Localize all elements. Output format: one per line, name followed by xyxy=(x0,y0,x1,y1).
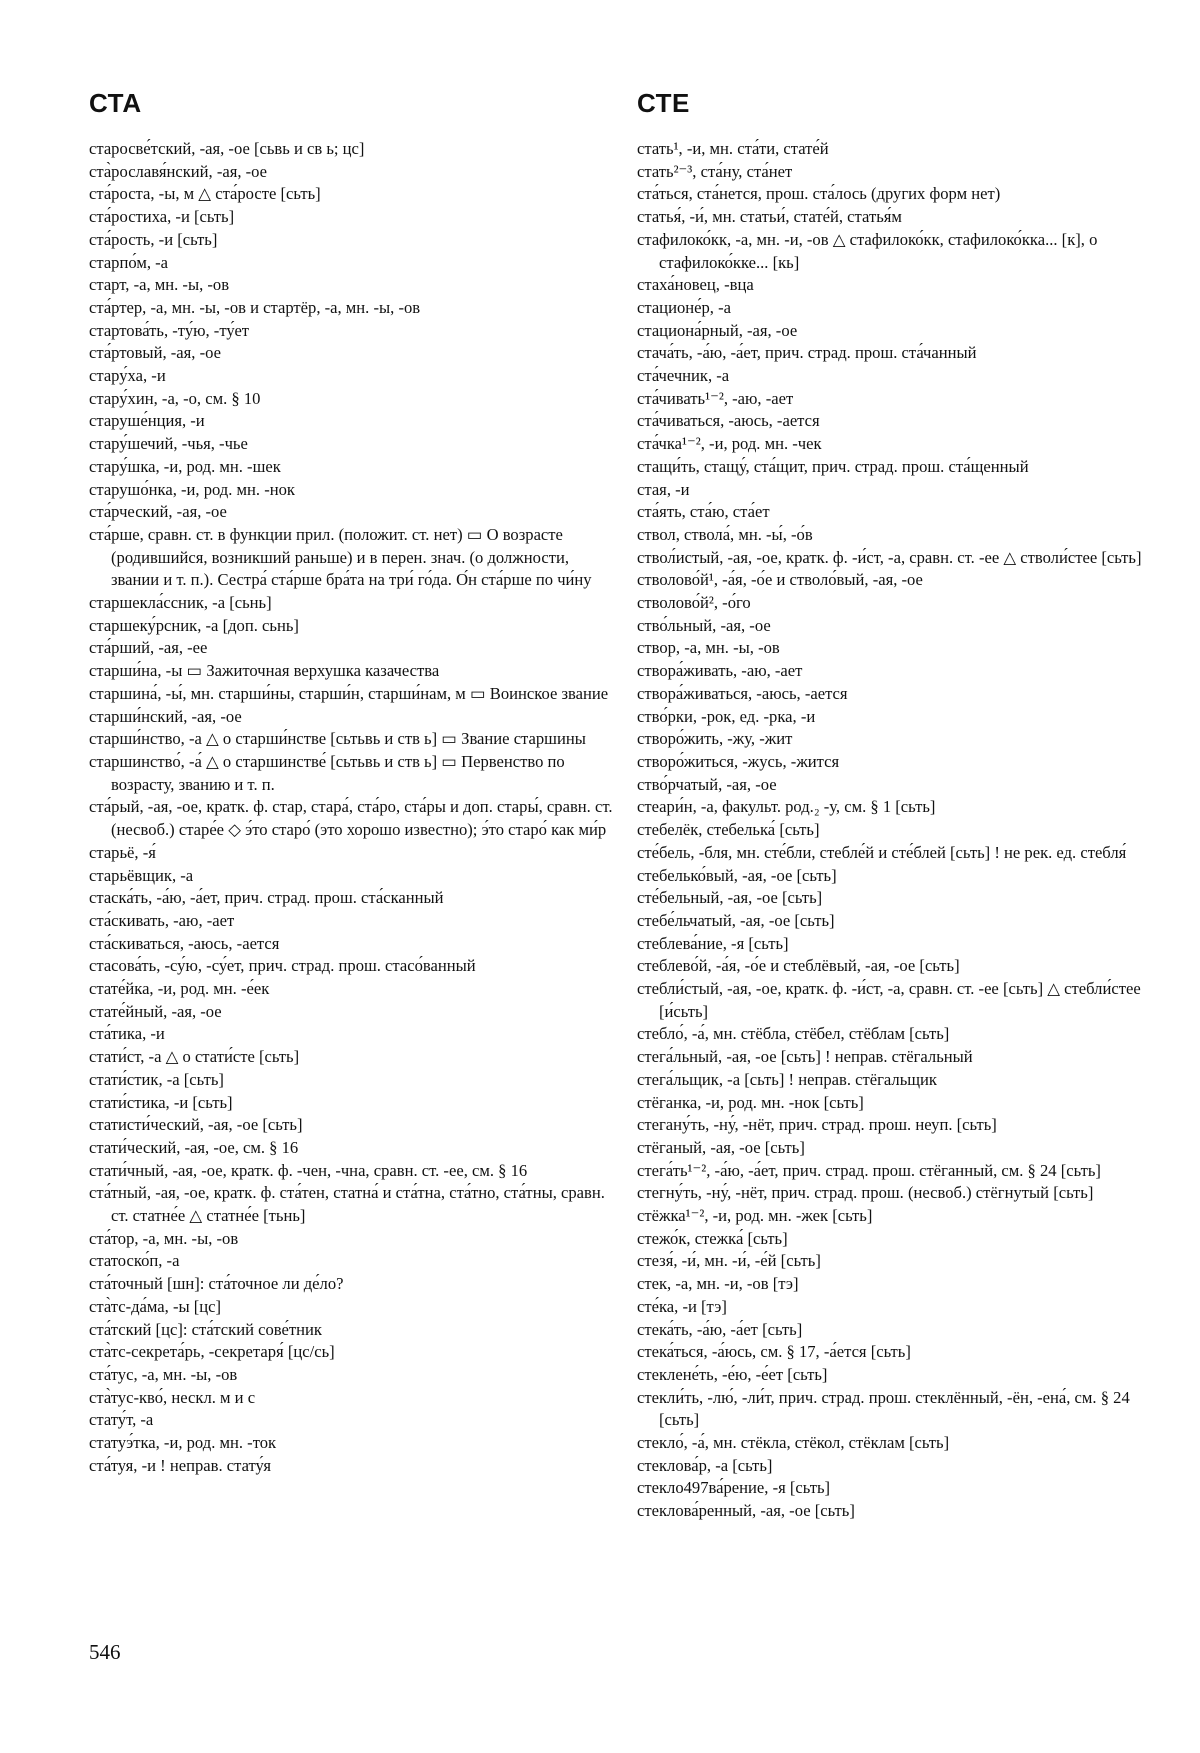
dictionary-entry xyxy=(637,683,1155,706)
entry-text: ста́чечник, -а xyxy=(637,366,730,386)
entry-text: статисти́ческий, -ая, -ое [сьть] xyxy=(89,1115,303,1135)
dictionary-entry xyxy=(637,547,1155,570)
entry-text: стафилоко́кк, -а, мн. -и, -ов △ стафилоко́кк, стафилоко́кка... [к], о стафилоко́кке... [кь] xyxy=(637,229,1102,272)
dictionary-entry xyxy=(89,183,614,206)
dictionary-entry xyxy=(637,1296,1155,1319)
dictionary-entry xyxy=(637,1387,1155,1432)
dictionary-entry xyxy=(89,978,614,1001)
entry-text: ста̀рославя́нский, -ая, -ое xyxy=(89,161,268,181)
entry-text: стате́йный, -ая, -ое xyxy=(89,1001,222,1021)
entry-text: статоско́п, -а xyxy=(89,1251,180,1271)
dictionary-entry xyxy=(637,955,1155,978)
dictionary-entry xyxy=(89,1364,614,1387)
entry-text: стати́стик, -а [сьть] xyxy=(89,1069,224,1089)
entry-text: стартова́ть, -ту́ю, -ту́ет xyxy=(89,320,250,340)
dictionary-entry xyxy=(89,1046,614,1069)
dictionary-entry xyxy=(89,955,614,978)
dictionary-entry xyxy=(89,1432,614,1455)
dictionary-entry xyxy=(637,706,1155,729)
entry-text: старуше́нция, -и xyxy=(89,411,205,431)
entry-text: старьёвщик, -а xyxy=(89,865,194,885)
dictionary-entry xyxy=(89,683,614,706)
dictionary-entry xyxy=(637,1069,1155,1092)
dictionary-entry xyxy=(637,365,1155,388)
entry-text: старши́нство, -а △ о старши́нстве [сьтьвь и ств ь] ▭ Звание старшины xyxy=(89,729,586,749)
entry-text: ста́чиваться, -аюсь, -ается xyxy=(637,411,820,431)
dictionary-entry xyxy=(89,1250,614,1273)
entry-text: ста́рший, -ая, -ее xyxy=(89,638,208,658)
dictionary-entry xyxy=(89,1160,614,1183)
entry-text: стебелёк, стебелька́ [сьть] xyxy=(637,820,820,840)
dictionary-entry xyxy=(89,138,614,161)
entry-text: ста̀тс-секрета́рь, -секретаря́ [цс/сь] xyxy=(89,1342,335,1362)
entry-text: стати́ст, -а △ о стати́сте [сьть] xyxy=(89,1047,300,1067)
dictionary-entry xyxy=(637,751,1155,774)
dictionary-entry xyxy=(637,865,1155,888)
entry-text: стару́ха, -и xyxy=(89,366,166,386)
entry-text: стёжка¹⁻², -и, род. мн. -жек [сьть] xyxy=(637,1206,873,1226)
dictionary-entry xyxy=(89,433,614,456)
dictionary-entry xyxy=(89,751,614,796)
dictionary-entry xyxy=(89,206,614,229)
dictionary-entry xyxy=(637,637,1155,660)
dictionary-entry xyxy=(637,1477,1155,1500)
entry-text: ста́тный, -ая, -ое, кратк. ф. ста́тен, статна́ и ста́тна, ста́тно, ста́тны, сравн. ст. статне́е △ статне́е [тьнь] xyxy=(89,1183,610,1226)
entry-text: стега́льщик, -а [сьть] ! неправ. стёгальщик xyxy=(637,1069,937,1089)
dictionary-entry xyxy=(637,1364,1155,1387)
entry-text: стеблево́й, -а́я, -о́е и стеблёвый, -ая, -ое [сьть] xyxy=(637,956,960,976)
dictionary-entry xyxy=(637,1500,1155,1523)
entry-text: ста́рый, -ая, -ое, кратк. ф. стар, стара́, ста́ро, ста́ры и доп. стары́, сравн. ст. (несвоб.) старе́е ◇ э́то старо́ (это хорошо известно); э́то старо́ как ми́р xyxy=(89,797,617,840)
dictionary-entry xyxy=(637,796,1155,819)
dictionary-entry xyxy=(637,1228,1155,1251)
dictionary-entry xyxy=(89,1069,614,1092)
entry-text: стеклене́ть, -е́ю, -е́ет [сьть] xyxy=(637,1364,828,1384)
entry-text: стека́ть, -а́ю, -а́ет [сьть] xyxy=(637,1319,803,1339)
dictionary-entry xyxy=(89,161,614,184)
entry-text: стару́шечий, -чья, -чье xyxy=(89,434,248,454)
dictionary-entry xyxy=(637,161,1155,184)
entry-text: створа́живаться, -аюсь, -ается xyxy=(637,683,848,703)
entry-text: стать¹, -и, мн. ста́ти, стате́й xyxy=(637,139,829,158)
entry-text: сте́ка, -и [тэ] xyxy=(637,1296,727,1316)
entry-text: стега́ть¹⁻², -а́ю, -а́ет, прич. страд. прош. стёганный, см. § 24 [сьть] xyxy=(637,1160,1101,1180)
entry-text: ствол́истый, -ая, -ое, кратк. ф. -и́ст, -а, сравн. ст. -ее △ стволи́стее [сьть] xyxy=(637,547,1142,567)
dictionary-entry xyxy=(89,1341,614,1364)
dictionary-entry xyxy=(637,592,1155,615)
left-column xyxy=(89,88,617,1477)
entry-text: статья́, -и́, мн. статьи́, стате́й, статья́м xyxy=(637,207,902,227)
entry-text: стационе́р, -а xyxy=(637,297,731,317)
entry-text: ста́туя, -и ! неправ. стату́я xyxy=(89,1455,272,1475)
dictionary-entry xyxy=(89,320,614,343)
entry-text: стаха́новец, -вца xyxy=(637,275,754,295)
dictionary-entry xyxy=(89,1455,614,1478)
entry-text: стеклова́р, -а [сьть] xyxy=(637,1455,773,1475)
dictionary-entry xyxy=(89,297,614,320)
dictionary-entry xyxy=(637,1432,1155,1455)
entry-text: стезя́, -и́, мн. -и́, -е́й [сьть] xyxy=(637,1251,821,1271)
dictionary-entry xyxy=(89,887,614,910)
dictionary-entry xyxy=(637,1137,1155,1160)
dictionary-entry xyxy=(637,206,1155,229)
dictionary-entry xyxy=(89,1409,614,1432)
dictionary-entry xyxy=(637,728,1155,751)
entry-text: стекло497ва́рение, -я [сьть] xyxy=(637,1478,831,1498)
entry-text: стату́т, -а xyxy=(89,1410,154,1430)
entry-text: стача́ть, -а́ю, -а́ет, прич. страд. прош. ста́чанный xyxy=(637,343,977,363)
dictionary-entry xyxy=(89,365,614,388)
entry-text: ста́чивать¹⁻², -аю, -ает xyxy=(637,388,794,408)
dictionary-entry xyxy=(637,501,1155,524)
dictionary-entry xyxy=(637,297,1155,320)
dictionary-entry xyxy=(89,1319,614,1342)
dictionary-entry xyxy=(89,479,614,502)
dictionary-entry xyxy=(89,1001,614,1024)
entry-text: ста́ртовый, -ая, -ое xyxy=(89,343,221,363)
dictionary-entry xyxy=(637,819,1155,842)
dictionary-entry xyxy=(89,274,614,297)
entry-text: ство́рки, -рок, ед. -рка, -и xyxy=(637,706,816,726)
dictionary-entry xyxy=(89,342,614,365)
entry-text: стега́льный, -ая, -ое [сьть] ! неправ. стёгальный xyxy=(637,1047,973,1067)
dictionary-entry xyxy=(637,388,1155,411)
dictionary-entry xyxy=(637,320,1155,343)
entry-text: створо́жить, -жу, -жит xyxy=(637,729,793,749)
dictionary-entry xyxy=(637,1341,1155,1364)
entry-text: старшина́, -ы́, мн. старши́ны, старши́н, старши́нам, м ▭ Воинское звание xyxy=(89,683,609,703)
entry-text: ста́точный [шн]: ста́точное ли де́ло? xyxy=(89,1274,344,1294)
entry-text: старпо́м, -а xyxy=(89,252,169,272)
dictionary-entry xyxy=(89,1023,614,1046)
dictionary-entry xyxy=(89,1228,614,1251)
entry-text: стегану́ть, -ну́, -нёт, прич. страд. прош. неуп. [сьть] xyxy=(637,1115,997,1135)
entry-text: стебелько́вый, -ая, -ое [сьть] xyxy=(637,865,837,885)
dictionary-entry xyxy=(89,456,614,479)
entry-text: стебло́, -а́, мн. стёбла, стёбел, стёблам [сьть] xyxy=(637,1024,950,1044)
entry-text: стволово́й¹, -а́я, -о́е и стволо́вый, -ая, -ое xyxy=(637,570,923,590)
entry-text: створо́житься, -жусь, -жится xyxy=(637,751,840,771)
dictionary-entry xyxy=(637,1114,1155,1137)
entry-text: ста́ростиха, -и [сьть] xyxy=(89,207,235,227)
entry-text: старшинство́, -а́ △ о старшинстве́ [сьтьвь и ств ь] ▭ Первенство по возрасту, званию и т. п. xyxy=(89,751,569,794)
entry-text: ста́тус, -а, мн. -ы, -ов xyxy=(89,1364,238,1384)
dictionary-entry xyxy=(637,410,1155,433)
left-entry-list xyxy=(89,138,617,1477)
entry-text: стежо́к, стежка́ [сьть] xyxy=(637,1228,788,1248)
dictionary-entry xyxy=(637,456,1155,479)
entry-text: ста́чка¹⁻², -и, род. мн. -чек xyxy=(637,434,822,454)
dictionary-entry xyxy=(637,1455,1155,1478)
dictionary-entry xyxy=(637,1250,1155,1273)
dictionary-entry xyxy=(637,1160,1155,1183)
dictionary-entry xyxy=(89,1092,614,1115)
dictionary-entry xyxy=(89,501,614,524)
dictionary-entry xyxy=(637,569,1155,592)
entry-text: ста́тика, -и xyxy=(89,1024,165,1044)
dictionary-entry xyxy=(637,1273,1155,1296)
entry-text: стёганый, -ая, -ое [сьть] xyxy=(637,1137,805,1157)
dictionary-entry xyxy=(637,229,1155,274)
entry-text: стасова́ть, -су́ю, -су́ет, прич. страд. прош. стасо́ванный xyxy=(89,956,476,976)
dictionary-entry xyxy=(89,1137,614,1160)
entry-text: старушо́нка, -и, род. мн. -нок xyxy=(89,479,295,499)
dictionary-entry xyxy=(89,615,614,638)
entry-text: стёганка, -и, род. мн. -нок [сьть] xyxy=(637,1092,864,1112)
entry-text: стару́шка, -и, род. мн. -шек xyxy=(89,456,281,476)
entry-text: стаска́ть, -а́ю, -а́ет, прич. страд. прош. ста́сканный xyxy=(89,888,444,908)
dictionary-entry xyxy=(637,615,1155,638)
entry-text: стате́йка, -и, род. мн. -е́ек xyxy=(89,979,270,999)
entry-text: старши́нский, -ая, -ое xyxy=(89,706,242,726)
entry-text: ста́тский [цс]: ста́тский сове́тник xyxy=(89,1319,322,1339)
dictionary-entry xyxy=(89,252,614,275)
dictionary-entry xyxy=(89,706,614,729)
dictionary-entry xyxy=(89,1296,614,1319)
dictionary-entry xyxy=(89,910,614,933)
entry-text: ста́роста, -ы, м △ ста́росте [сьть] xyxy=(89,184,321,204)
dictionary-entry xyxy=(89,229,614,252)
entry-text: стая, -и xyxy=(637,479,690,499)
entry-text: стеблева́ние, -я [сьть] xyxy=(637,933,789,953)
dictionary-entry xyxy=(637,274,1155,297)
entry-text: стекло́, -а́, мн. стёкла, стёкол, стёклам [сьть] xyxy=(637,1433,950,1453)
entry-text: стек, -а, мн. -и, -ов [тэ] xyxy=(637,1274,799,1294)
entry-text: стару́хин, -а, -о, см. § 10 xyxy=(89,388,261,408)
dictionary-entry xyxy=(637,342,1155,365)
dictionary-entry xyxy=(89,524,614,592)
page-number: 546 xyxy=(89,1640,121,1664)
dictionary-entry xyxy=(89,728,614,751)
entry-text: стеклова́ренный, -ая, -ое [сьть] xyxy=(637,1501,855,1521)
entry-text: стебе́льчатый, -ая, -ое [сьть] xyxy=(637,910,835,930)
dictionary-entry xyxy=(637,1205,1155,1228)
entry-text: ствол, ствола́, мн. -ы́, -о́в xyxy=(637,524,813,544)
dictionary-entry xyxy=(637,1319,1155,1342)
entry-text: стати́чный, -ая, -ое, кратк. ф. -чен, -чна, сравн. ст. -ее, см. § 16 xyxy=(89,1160,528,1180)
entry-text: ста́рость, -и [сьть] xyxy=(89,229,218,249)
dictionary-entry xyxy=(637,1023,1155,1046)
dictionary-entry xyxy=(637,774,1155,797)
left-column-header: СТА xyxy=(89,88,142,118)
entry-text: старьё, -я́ xyxy=(89,842,156,862)
dictionary-entry xyxy=(89,796,617,841)
entry-text: сте́бельный, -ая, -ое [сьть] xyxy=(637,888,823,908)
entry-text: стека́ться, -а́юсь, см. § 17, -а́ется [сьть] xyxy=(637,1342,911,1362)
dictionary-entry xyxy=(89,865,614,888)
dictionary-entry xyxy=(637,1046,1155,1069)
entry-text: старт, -а, мн. -ы, -ов xyxy=(89,275,230,295)
right-column xyxy=(637,88,1155,1523)
entry-text: ста́ться, ста́нется, прош. ста́лось (других форм нет) xyxy=(637,184,1001,204)
entry-text: створ, -а, мн. -ы, -ов xyxy=(637,638,780,658)
entry-text: ста́скивать, -аю, -ает xyxy=(89,910,235,930)
entry-text: створа́живать, -аю, -ает xyxy=(637,661,803,681)
entry-text: стати́стика, -и [сьть] xyxy=(89,1092,233,1112)
dictionary-entry xyxy=(89,1387,614,1410)
entry-text: стати́ческий, -ая, -ое, см. § 16 xyxy=(89,1137,299,1157)
dictionary-entry xyxy=(637,1182,1155,1205)
entry-text: ста́рше, сравн. ст. в функции прил. (положит. ст. нет) ▭ О возрасте (родившийся, возникший раньше) и в перен. знач. (о должности, звании и т. п.). Сестра́ ста́рше бра́та на три́ го́да. О́н ста́рше по чи́ну xyxy=(89,524,592,590)
entry-text: ство́рчатый, -ая, -ое xyxy=(637,774,777,794)
dictionary-entry xyxy=(89,388,614,411)
entry-text: ста́тор, -а, мн. -ы, -ов xyxy=(89,1228,239,1248)
dictionary-entry xyxy=(89,1114,614,1137)
dictionary-entry xyxy=(89,410,614,433)
dictionary-entry xyxy=(89,933,614,956)
dictionary-entry xyxy=(637,660,1155,683)
dictionary-entry xyxy=(637,433,1155,456)
dictionary-entry xyxy=(637,910,1155,933)
dictionary-entry xyxy=(637,842,1155,865)
dictionary-entry xyxy=(637,138,1155,161)
dictionary-entry xyxy=(89,660,614,683)
entry-text: ство́льный, -ая, -ое xyxy=(637,615,771,635)
entry-text: стволово́й², -о́го xyxy=(637,593,751,613)
entry-text: стегну́ть, -ну́, -нёт, прич. страд. прош. (несвоб.) стёгнутый [сьть] xyxy=(637,1183,1094,1203)
entry-text: стеари́н, -а, факульт. род.₂ -у, см. § 1 [сьть] xyxy=(637,797,936,817)
entry-text: ста́ять, ста́ю, ста́ет xyxy=(637,502,770,522)
dictionary-entry xyxy=(637,183,1155,206)
dictionary-entry xyxy=(637,933,1155,956)
dictionary-entry xyxy=(89,1273,614,1296)
entry-text: стекли́ть, -лю́, -ли́т, прич. страд. прош. стеклённый, -ён, -ена́, см. § 24 [сьть] xyxy=(637,1387,1134,1430)
dictionary-entry xyxy=(89,842,614,865)
entry-text: ста̀тс-да́ма, -ы [цс] xyxy=(89,1296,222,1316)
right-column-header: СТЕ xyxy=(637,88,690,118)
entry-text: ста̀тус-кво́, нескл. м и с xyxy=(89,1387,256,1407)
dictionary-entry xyxy=(637,887,1155,910)
dictionary-entry xyxy=(89,637,614,660)
dictionary-entry xyxy=(89,1182,614,1227)
entry-text: стать²⁻³, ста́ну, ста́нет xyxy=(637,161,793,181)
entry-text: стебли́стый, -ая, -ое, кратк. ф. -и́ст, -а, сравн. ст. -ее [сьть] △ стебли́стее [и́сьть] xyxy=(637,979,1145,1021)
dictionary-entry xyxy=(637,524,1155,547)
entry-text: стациона́рный, -ая, -ое xyxy=(637,320,798,340)
dictionary-entry xyxy=(637,1092,1155,1115)
entry-text: ста́скиваться, -аюсь, -ается xyxy=(89,933,280,953)
right-entry-list xyxy=(637,138,1155,1523)
entry-text: сте́бель, -бля, мн. сте́бли, стебле́й и сте́блей [сьть] ! не рек. ед. стебля́ xyxy=(637,842,1127,862)
entry-text: старосве́тский, -ая, -ое [сьвь и св ь; цс] xyxy=(89,139,365,158)
entry-text: ста́ртер, -а, мн. -ы, -ов и стартёр, -а, мн. -ы, -ов xyxy=(89,297,421,317)
entry-text: статуэ́тка, -и, род. мн. -ток xyxy=(89,1433,277,1453)
entry-text: старши́на, -ы ▭ Зажиточная верхушка казачества xyxy=(89,661,440,681)
entry-text: ста́рческий, -ая, -ое xyxy=(89,502,227,522)
dictionary-entry xyxy=(637,978,1155,1023)
entry-text: старшеку́рсник, -а [доп. сьнь] xyxy=(89,615,299,635)
dictionary-entry xyxy=(637,479,1155,502)
entry-text: стащи́ть, стащу́, ста́щит, прич. страд. прош. ста́щенный xyxy=(637,456,1029,476)
entry-text: старшекла́ссник, -а [сьнь] xyxy=(89,593,272,613)
dictionary-entry xyxy=(89,592,614,615)
